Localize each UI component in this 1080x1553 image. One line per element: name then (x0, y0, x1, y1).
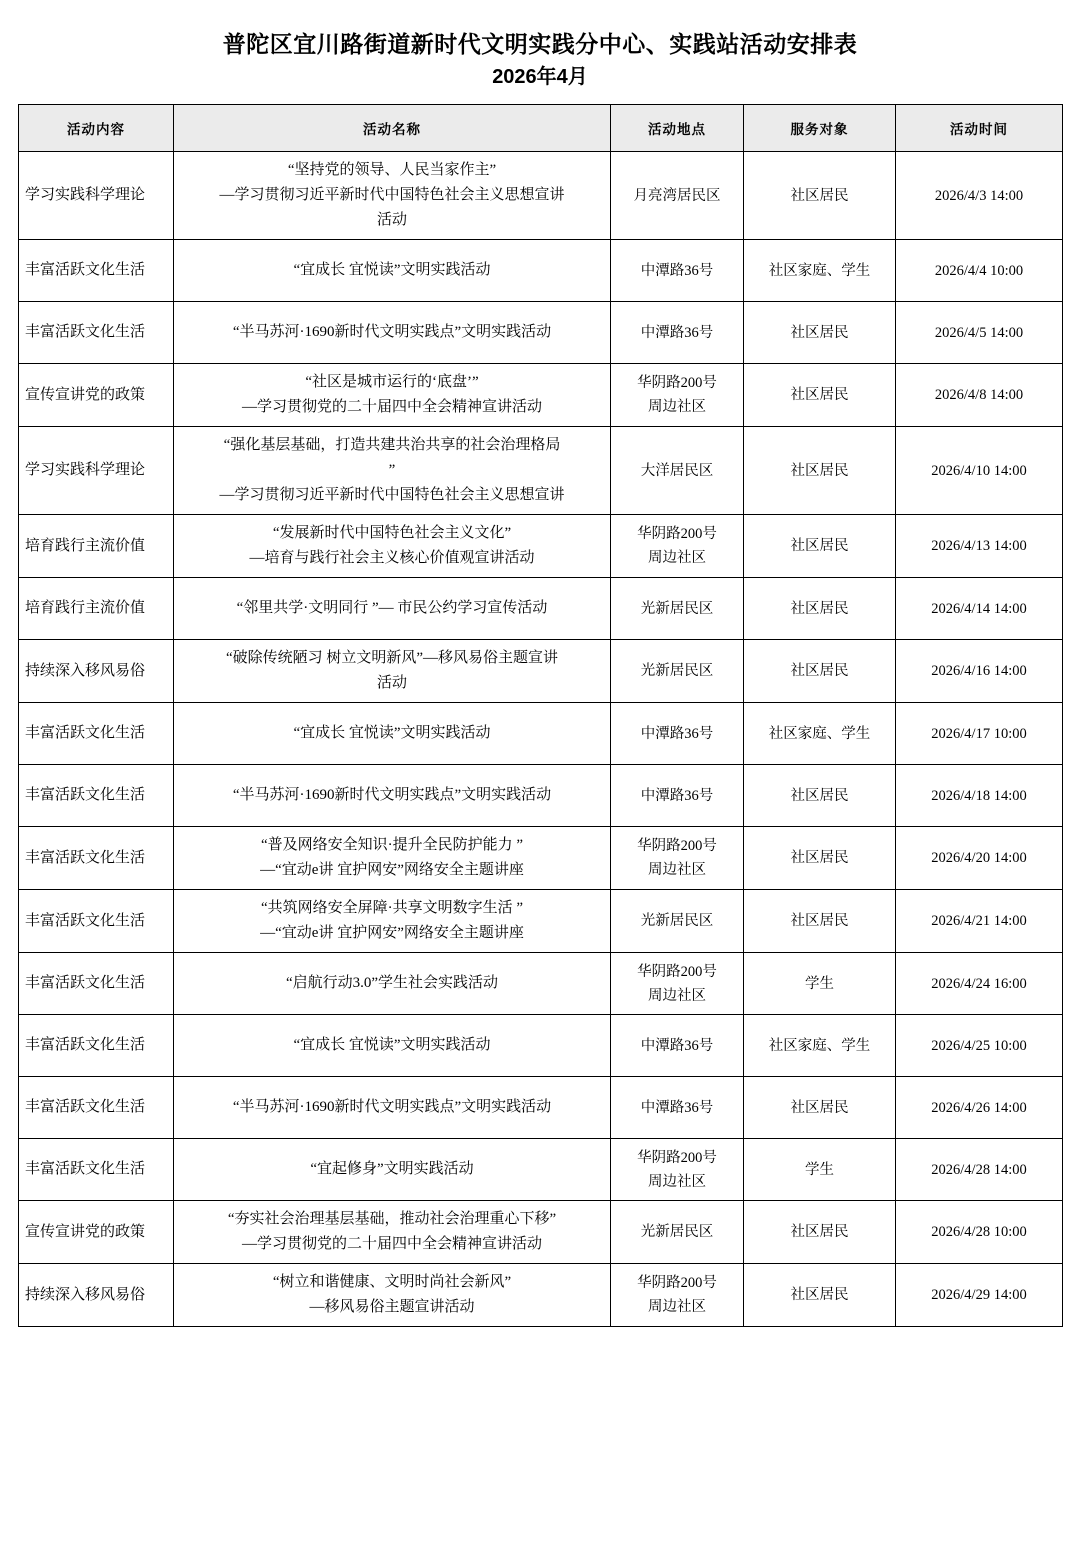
table-row (19, 364, 1063, 427)
activity-place-line: 中潭路36号 (640, 725, 714, 742)
cell-activity-time: 2026/4/26 14:00 (896, 1077, 1063, 1139)
cell-activity-content: 宣传宣讲党的政策 (19, 1201, 174, 1264)
cell-activity-place (611, 1077, 744, 1139)
cell-service-target: 社区家庭、学生 (744, 703, 896, 765)
cell-activity-name (174, 302, 611, 364)
table-row (19, 302, 1063, 364)
cell-activity-time: 2026/4/25 10:00 (896, 1015, 1063, 1077)
cell-service-target: 社区居民 (744, 765, 896, 827)
page-title: 普陀区宜川路街道新时代文明实践分中心、实践站活动安排表 (222, 31, 858, 57)
table-row (19, 827, 1063, 890)
cell-service-target: 社区居民 (744, 1264, 896, 1327)
activity-name-line: “宜起修身”文明实践活动 (310, 1161, 474, 1177)
activity-place-line: 华阴路200号 (637, 838, 717, 854)
table-row (19, 1015, 1063, 1077)
cell-activity-name (174, 765, 611, 827)
cell-activity-name (174, 1264, 611, 1327)
cell-activity-content: 宣传宣讲党的政策 (19, 364, 174, 427)
activity-place-line: 周边社区 (648, 550, 706, 566)
activity-name-line: “半马苏河·1690新时代文明实践点”文明实践活动 (232, 787, 552, 803)
cell-service-target: 社区居民 (744, 302, 896, 364)
cell-activity-content: 培育践行主流价值 (19, 578, 174, 640)
activity-place-line: 中潭路36号 (640, 262, 714, 279)
table-row (19, 1264, 1063, 1327)
cell-activity-time: 2026/4/29 14:00 (896, 1264, 1063, 1327)
cell-activity-place (611, 890, 744, 953)
cell-activity-content: 学习实践科学理论 (19, 427, 174, 515)
cell-activity-time: 2026/4/10 14:00 (896, 427, 1063, 515)
column-header-name: 活动名称 (174, 105, 611, 152)
cell-activity-time: 2026/4/14 14:00 (896, 578, 1063, 640)
cell-activity-content: 丰富活跃文化生活 (19, 1139, 174, 1201)
activity-place-line: 大洋居民区 (640, 462, 714, 479)
cell-activity-name (174, 1201, 611, 1264)
cell-activity-name (174, 1077, 611, 1139)
cell-activity-time: 2026/4/21 14:00 (896, 890, 1063, 953)
cell-activity-place (611, 703, 744, 765)
cell-service-target: 社区居民 (744, 427, 896, 515)
cell-activity-time: 2026/4/8 14:00 (896, 364, 1063, 427)
activity-name-line: —学习贯彻习近平新时代中国特色社会主义思想宣讲 (219, 487, 565, 503)
cell-activity-name (174, 1015, 611, 1077)
cell-activity-place (611, 578, 744, 640)
activity-name-line: “坚持党的领导、人民当家作主” (287, 162, 497, 178)
cell-activity-time: 2026/4/28 14:00 (896, 1139, 1063, 1201)
activity-name-line: —“宜动e讲 宜护网安”网络安全主题讲座 (260, 925, 524, 941)
activity-schedule-table (18, 104, 1063, 1327)
activity-name-line: “宜成长 宜悦读”文明实践活动 (293, 725, 491, 741)
cell-service-target: 社区家庭、学生 (744, 1015, 896, 1077)
cell-activity-content: 丰富活跃文化生活 (19, 1077, 174, 1139)
table-header-row (19, 105, 1063, 152)
activity-name-line: —学习贯彻党的二十届四中全会精神宣讲活动 (241, 1236, 542, 1252)
activity-place-line: 中潭路36号 (640, 787, 714, 804)
table-row (19, 152, 1063, 240)
cell-activity-content: 持续深入移风易俗 (19, 1264, 174, 1327)
cell-service-target: 社区居民 (744, 827, 896, 890)
cell-activity-content: 丰富活跃文化生活 (19, 953, 174, 1015)
cell-activity-place (611, 953, 744, 1015)
table-row (19, 953, 1063, 1015)
activity-place-line: 华阴路200号 (637, 526, 717, 542)
cell-activity-content: 丰富活跃文化生活 (19, 302, 174, 364)
cell-service-target: 社区居民 (744, 1201, 896, 1264)
activity-place-line: 中潭路36号 (640, 1037, 714, 1054)
activity-name-line: “社区是城市运行的‘底盘’” (305, 374, 479, 390)
cell-activity-name (174, 890, 611, 953)
column-header-time: 活动时间 (896, 105, 1063, 152)
column-header-content: 活动内容 (19, 105, 174, 152)
table-row (19, 703, 1063, 765)
activity-place-line: 华阴路200号 (637, 375, 717, 391)
table-row (19, 240, 1063, 302)
activity-name-line: “夯实社会治理基层基础，推动社会治理重心下移” (227, 1211, 557, 1227)
activity-place-line: 光新居民区 (640, 600, 714, 617)
cell-activity-content: 持续深入移风易俗 (19, 640, 174, 703)
cell-activity-place (611, 515, 744, 578)
cell-activity-name (174, 515, 611, 578)
table-row (19, 1077, 1063, 1139)
cell-activity-time: 2026/4/5 14:00 (896, 302, 1063, 364)
table-row (19, 515, 1063, 578)
cell-activity-time: 2026/4/28 10:00 (896, 1201, 1063, 1264)
cell-activity-place (611, 1015, 744, 1077)
cell-activity-time: 2026/4/17 10:00 (896, 703, 1063, 765)
cell-activity-content: 丰富活跃文化生活 (19, 890, 174, 953)
cell-activity-place (611, 302, 744, 364)
table-body (19, 152, 1063, 1327)
activity-name-line: —“宜动e讲 宜护网安”网络安全主题讲座 (260, 862, 524, 878)
cell-service-target: 社区居民 (744, 152, 896, 240)
cell-service-target: 社区居民 (744, 640, 896, 703)
cell-activity-place (611, 827, 744, 890)
cell-activity-time: 2026/4/3 14:00 (896, 152, 1063, 240)
activity-place-line: 月亮湾居民区 (633, 187, 721, 204)
cell-service-target: 社区家庭、学生 (744, 240, 896, 302)
cell-service-target: 社区居民 (744, 364, 896, 427)
cell-service-target: 学生 (744, 1139, 896, 1201)
table-row (19, 427, 1063, 515)
activity-name-line: 活动 (376, 675, 407, 691)
column-header-target: 服务对象 (744, 105, 896, 152)
activity-name-line: —移风易俗主题宣讲活动 (309, 1299, 475, 1315)
activity-name-line: “强化基层基础，打造共建共治共享的社会治理格局 (223, 437, 561, 453)
cell-activity-place (611, 1201, 744, 1264)
table-row (19, 765, 1063, 827)
activity-place-line: 光新居民区 (640, 913, 714, 929)
cell-activity-name (174, 240, 611, 302)
cell-activity-content: 学习实践科学理论 (19, 152, 174, 240)
cell-activity-time: 2026/4/16 14:00 (896, 640, 1063, 703)
cell-activity-place (611, 1139, 744, 1201)
cell-activity-time: 2026/4/13 14:00 (896, 515, 1063, 578)
activity-place-line: 光新居民区 (640, 1224, 714, 1240)
activity-place-line: 华阴路200号 (637, 1149, 717, 1166)
activity-name-line: ” (388, 462, 396, 478)
cell-activity-place (611, 427, 744, 515)
page-subtitle: 2026年4月 (492, 66, 588, 88)
activity-name-line: —培育与践行社会主义核心价值观宣讲活动 (249, 550, 535, 566)
cell-activity-content: 培育践行主流价值 (19, 515, 174, 578)
activity-place-line: 中潭路36号 (640, 324, 714, 341)
activity-name-line: “宜成长 宜悦读”文明实践活动 (293, 1037, 491, 1053)
activity-name-line: “宜成长 宜悦读”文明实践活动 (293, 262, 491, 278)
table-row (19, 640, 1063, 703)
activity-name-line: “半马苏河·1690新时代文明实践点”文明实践活动 (232, 324, 552, 340)
cell-activity-name (174, 703, 611, 765)
activity-place-line: 中潭路36号 (640, 1099, 714, 1116)
cell-activity-name (174, 364, 611, 427)
activity-name-line: “半马苏河·1690新时代文明实践点”文明实践活动 (232, 1099, 552, 1115)
activity-name-line: “破除传统陋习 树立文明新风”—移风易俗主题宣讲 (225, 650, 559, 666)
activity-place-line: 周边社区 (648, 1299, 706, 1315)
cell-service-target: 社区居民 (744, 578, 896, 640)
cell-activity-place (611, 765, 744, 827)
cell-activity-place (611, 240, 744, 302)
table-row (19, 890, 1063, 953)
activity-name-line: “共筑网络安全屏障·共享文明数字生活 ” (260, 900, 524, 916)
cell-activity-time: 2026/4/24 16:00 (896, 953, 1063, 1015)
cell-activity-content: 丰富活跃文化生活 (19, 240, 174, 302)
cell-service-target: 学生 (744, 953, 896, 1015)
cell-activity-place (611, 640, 744, 703)
activity-place-line: 周边社区 (648, 862, 706, 878)
cell-activity-time: 2026/4/20 14:00 (896, 827, 1063, 890)
activity-name-line: “树立和谐健康、文明时尚社会新风” (272, 1274, 512, 1290)
cell-activity-place (611, 1264, 744, 1327)
cell-activity-content: 丰富活跃文化生活 (19, 703, 174, 765)
cell-activity-name (174, 427, 611, 515)
cell-activity-time: 2026/4/18 14:00 (896, 765, 1063, 827)
table-row (19, 1139, 1063, 1201)
cell-activity-name (174, 953, 611, 1015)
activity-place-line: 光新居民区 (640, 663, 714, 679)
cell-activity-content: 丰富活跃文化生活 (19, 765, 174, 827)
activity-name-line: 活动 (376, 212, 407, 228)
cell-activity-name (174, 827, 611, 890)
table-row (19, 1201, 1063, 1264)
activity-name-line: “发展新时代中国特色社会主义文化” (272, 525, 512, 541)
cell-service-target: 社区居民 (744, 890, 896, 953)
cell-service-target: 社区居民 (744, 1077, 896, 1139)
activity-place-line: 周边社区 (648, 987, 706, 1004)
cell-activity-name (174, 640, 611, 703)
table-row (19, 578, 1063, 640)
cell-activity-content: 丰富活跃文化生活 (19, 827, 174, 890)
cell-activity-place (611, 364, 744, 427)
cell-activity-place (611, 152, 744, 240)
cell-activity-name (174, 152, 611, 240)
activity-place-line: 周边社区 (648, 399, 706, 415)
activity-name-line: —学习贯彻党的二十届四中全会精神宣讲活动 (241, 399, 542, 415)
activity-name-line: “普及网络安全知识·提升全民防护能力 ” (260, 837, 524, 853)
activity-name-line: “邻里共学·文明同行 ”— 市民公约学习宣传活动 (236, 600, 548, 616)
activity-place-line: 华阴路200号 (637, 963, 717, 980)
cell-service-target: 社区居民 (744, 515, 896, 578)
cell-activity-time: 2026/4/4 10:00 (896, 240, 1063, 302)
activity-name-line: —学习贯彻习近平新时代中国特色社会主义思想宣讲 (219, 187, 565, 203)
activity-place-line: 华阴路200号 (637, 1275, 717, 1291)
activity-name-line: “启航行动3.0”学生社会实践活动 (285, 975, 499, 991)
column-header-place: 活动地点 (611, 105, 744, 152)
cell-activity-name (174, 578, 611, 640)
cell-activity-content: 丰富活跃文化生活 (19, 1015, 174, 1077)
cell-activity-name (174, 1139, 611, 1201)
activity-place-line: 周边社区 (648, 1173, 706, 1190)
